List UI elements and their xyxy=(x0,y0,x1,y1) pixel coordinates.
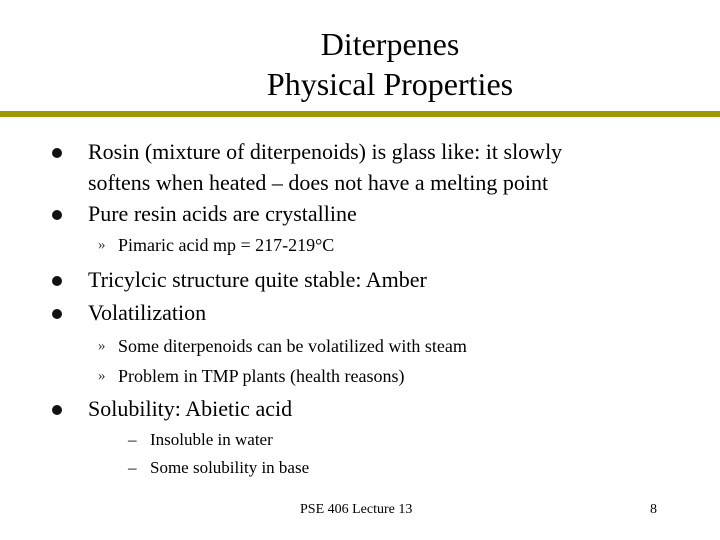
title-line-1: Diterpenes xyxy=(320,26,460,62)
sub-sub-bullet-base: Some solubility in base xyxy=(150,458,310,477)
sub-bullet-marker: » xyxy=(98,237,106,253)
sub-bullet-tmp: Problem in TMP plants (health reasons) xyxy=(118,366,405,386)
bullet-dot-icon xyxy=(52,148,62,158)
title-divider xyxy=(0,111,720,117)
title-line-2: Physical Properties xyxy=(266,66,514,102)
bullet-dot-icon xyxy=(52,210,62,220)
bullet-dot-icon xyxy=(52,276,62,286)
page-number: 8 xyxy=(650,502,657,517)
sub-bullet-steam: Some diterpenoids can be volatilized with steam xyxy=(118,336,467,356)
sub-bullet-marker: » xyxy=(98,338,106,354)
bullet-volatilization: Volatilization xyxy=(88,300,207,325)
bullet-dot-icon xyxy=(52,309,62,319)
sub-bullet-marker: » xyxy=(98,368,106,384)
sub-sub-bullet-insoluble: Insoluble in water xyxy=(150,430,273,449)
sub-sub-bullet-marker: – xyxy=(128,430,137,449)
footer-lecture: PSE 406 Lecture 13 xyxy=(300,502,413,517)
bullet-text: Rosin (mixture of diterpenoids) is glass like: it slowly xyxy=(88,139,563,164)
sub-sub-bullet-marker: – xyxy=(128,458,137,477)
bullet-pure-resin: Pure resin acids are crystalline xyxy=(88,201,357,226)
bullet-dot-icon xyxy=(52,405,62,415)
slide-title xyxy=(60,24,720,104)
bullet-solubility: Solubility: Abietic acid xyxy=(88,396,293,421)
bullet-tricyclic: Tricylcic structure quite stable: Amber xyxy=(88,267,427,292)
bullet-rosin xyxy=(88,136,688,198)
sub-bullet-pimaric: Pimaric acid mp = 217-219°C xyxy=(118,235,335,255)
bullet-continuation: softens when heated – does not have a melting point xyxy=(88,170,549,195)
